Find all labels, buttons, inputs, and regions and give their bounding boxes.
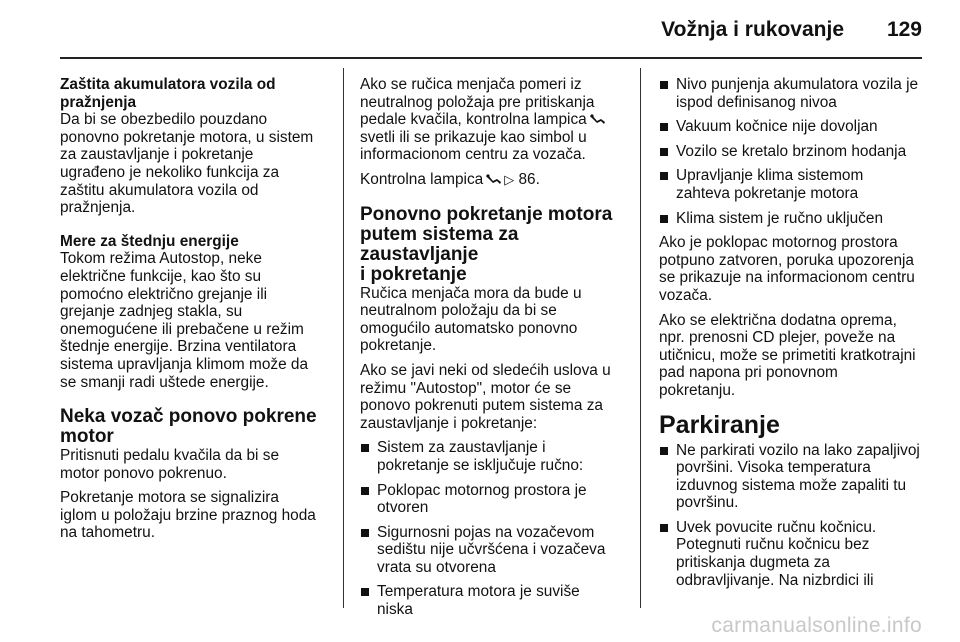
paragraph: Ako je poklopac motornog prostora potpuno zatvoren, poruka upozorenja se prikazuje na informacionom centru vozača. xyxy=(659,234,915,304)
header-rule xyxy=(60,57,922,59)
autostop-lamp-icon xyxy=(485,173,502,185)
paragraph: Pokretanje motora se signalizira iglom u položaju brzine praznog hoda na tahometru. xyxy=(60,489,316,542)
paragraph: Ako se javi neki od sledećih uslova u režimu "Autostop", motor će se ponovo pokrenuti putem sistema za zaustavljanje i pokretanje: xyxy=(360,361,611,432)
column-2 xyxy=(360,76,628,626)
list-item: Uvek povucite ručnu kočnicu. Potegnuti ručnu kočnicu bez pritiskanja dugmeta za odbravljivanje. Na nizbrdici ili xyxy=(659,519,921,589)
list-item: Sistem za zaustavljanje i pokretanje se isključuje ručno: xyxy=(360,439,628,474)
column-3 xyxy=(659,76,921,596)
list-item: Upravljanje klima sistemom zahteva pokretanje motora xyxy=(659,167,921,202)
list-item: Ne parkirati vozilo na lako zapaljivoj površini. Visoka temperatura izduvnog sistema može zapaliti tu površinu. xyxy=(659,442,921,512)
subheading-energy-saving: Mere za štednju energije xyxy=(60,232,239,250)
list-item: Vakuum kočnice nije dovoljan xyxy=(659,118,921,136)
page-number: 129 xyxy=(886,18,922,41)
list-item: Vozilo se kretalo brzinom hodanja xyxy=(659,143,921,161)
column-divider xyxy=(640,68,641,608)
paragraph: Ručica menjača mora da bude u neutralnom položaju da bi se omogućilo automatsko ponovno pokretanje. xyxy=(360,284,582,355)
column-divider xyxy=(343,68,344,608)
list-item: Klima sistem je ručno uključen xyxy=(659,210,921,228)
list-item: Temperatura motora je suviše niska xyxy=(360,583,628,618)
page-reference-icon: ▷ xyxy=(504,171,515,187)
heading-system-restart: Ponovno pokretanje motora putem sistema za zaustavljanje i pokretanje xyxy=(360,203,613,285)
page-title: Vožnja i rukovanje xyxy=(661,18,844,41)
list-item: Sigurnosni pojas na vozačevom sedištu nije učvršćena i vozačeva vrata su otvorena xyxy=(360,524,628,577)
autostop-lamp-icon xyxy=(589,113,606,125)
paragraph-text: Kontrolna lampica xyxy=(360,170,484,188)
list-item: Nivo punjenja akumulatora vozila je ispod definisanog nivoa xyxy=(659,76,921,111)
column-1 xyxy=(60,76,328,549)
paragraph-lamp-reference xyxy=(360,171,628,189)
subheading-battery-protection: Zaštita akumulatora vozila od pražnjenja xyxy=(60,76,276,111)
watermark: carmanualsonline.info xyxy=(711,614,922,637)
paragraph-text: svetli ili se prikazuje kao simbol u informacionom centru za vozača. xyxy=(360,128,587,164)
paragraph: Ako se električna dodatna oprema, npr. prenosni CD plejer, poveže na utičnicu, može se primetiti kratkotrajni pad napona pri ponovnom pokretanju. xyxy=(659,311,916,399)
heading-driver-restart: Neka vozač ponovo pokrene motor xyxy=(60,406,317,448)
paragraph: Pritisnuti pedalu kvačila da bi se motor ponovo pokrenuo. xyxy=(60,447,280,482)
paragraph-control-lamp xyxy=(360,76,628,164)
paragraph: Tokom režima Autostop, neke električne funkcije, kao što su pomoćno električno grejanje ili grejanje zadnjeg stakla, su onemogućene ili prebačene u režim štednje energije. Brzina ventilatora sistema upravljanja klimom može da se smanji radi uštede energije. xyxy=(60,250,309,391)
paragraph: Da bi se obezbedilo pouzdano ponovno pokretanje motora, u sistem za zaustavljanje i pokretanje ugrađeno je nekoliko funkcija za zaštitu akumulatora vozila od pražnjenja. xyxy=(60,111,314,217)
heading-parking: Parkiranje xyxy=(659,410,780,439)
page-reference: 86. xyxy=(518,170,540,188)
paragraph-text: Ako se ručica menjača pomeri iz neutralnog položaja pre pritiskanja pedale kvačila, kontrolna lampica xyxy=(360,76,595,129)
list-item: Poklopac motornog prostora je otvoren xyxy=(360,482,628,517)
page-header xyxy=(0,0,960,60)
